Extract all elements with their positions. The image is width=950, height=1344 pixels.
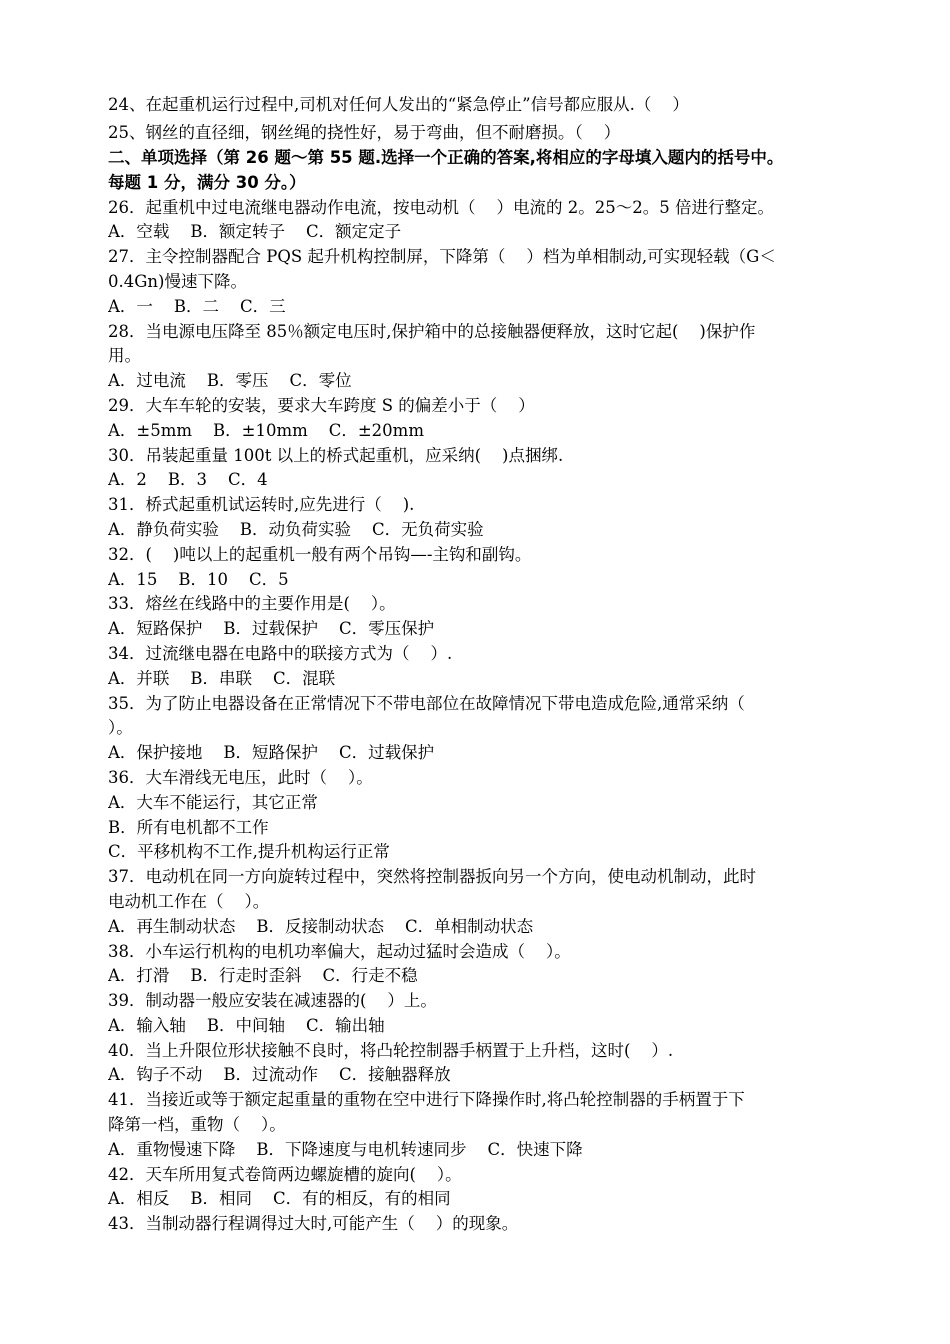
question-line: 38．小车运行机构的电机功率偏大，起动过猛时会造成（ ）。 [108,941,571,961]
question-line: 30．吊装起重量 100t 以上的桥式起重机，应采纳( )点捆绑. [108,445,564,465]
question-line: 32．( )吨以上的起重机一般有两个吊钩—-主钩和副钩。 [108,544,532,564]
question-line: 36．大车滑线无电压，此时（ ）。 [108,767,373,787]
question-line: 37．电动机在同一方向旋转过程中，突然将控制器扳向另一个方向，使电动机制动，此时 [108,867,756,887]
question-line: A．保护接地 B．短路保护 C．过载保护 [108,743,435,763]
question-line: 41．当接近或等于额定起重量的重物在空中进行下降操作时,将凸轮控制器的手柄置于下 [108,1090,745,1110]
question-line: 26．起重机中过电流继电器动作电流，按电动机（ ）电流的 2。25～2。5 倍进行整定。 [108,197,774,217]
question-line: 电动机工作在（ ）。 [108,891,270,911]
question-line: A．钩子不动 B．过流动作 C．接触器释放 [108,1065,451,1085]
question-line: 29．大车车轮的安装，要求大车跨度 S 的偏差小于（ ） [108,395,535,415]
question-line: A．大车不能运行，其它正常 [108,792,318,812]
question-25: 25、钢丝的直径细，钢丝绳的挠性好，易于弯曲，但不耐磨损。（ ） [108,123,621,142]
question-line: 33．熔丝在线路中的主要作用是( ）。 [108,594,396,614]
question-line: A．输入轴 B．中间轴 C．输出轴 [108,1015,385,1035]
question-line: 27．主令控制器配合 PQS 起升机构控制屏，下降第（ ）档为单相制动,可实现轻载（G＜ [108,247,776,267]
question-line: 40．当上升限位形状接触不良时，将凸轮控制器手柄置于上升档，这时( ）. [108,1040,674,1060]
question-line: A．15 B．10 C．5 [108,569,289,589]
question-line: 35．为了防止电器设备在正常情况下不带电部位在故障情况下带电造成危险,通常采纳（ [108,693,745,713]
question-line: A．重物慢速下降 B．下降速度与电机转速同步 C．快速下降 [108,1139,583,1159]
question-line: 28．当电源电压降至 85％额定电压时,保护箱中的总接触器便释放，这时它起( )保护作 [108,321,756,341]
question-line: A．±5mm B．±10mm C．±20mm [108,420,424,440]
question-line: A．短路保护 B．过载保护 C．零压保护 [108,619,435,639]
question-line: A．一 B．二 C．三 [108,296,286,316]
question-line: 31．桥式起重机试运转时,应先进行（ ). [108,495,415,515]
question-line: 42．天车所用复式卷筒两边螺旋槽的旋向( ）。 [108,1164,462,1184]
question-line: 39．制动器一般应安装在减速器的( ）上。 [108,991,437,1011]
question-line: ）。 [108,718,133,738]
question-line: 用。 [108,346,141,366]
question-24: 24、在起重机运行过程中,司机对任何人发出的“紧急停止”信号都应服从.（ ） [108,95,689,114]
question-line: A．2 B．3 C．4 [108,470,268,490]
question-line: C．平移机构不工作,提升机构运行正常 [108,842,390,862]
question-line: 0.4Gn)慢速下降。 [108,271,247,291]
question-line: A．相反 B．相同 C．有的相反，有的相同 [108,1189,451,1209]
question-line: B．所有电机都不工作 [108,817,269,837]
section-title-line-1: 二、单项选择（第 26 题～第 55 题.选择一个正确的答案,将相应的字母填入题内的括号中。 [108,148,784,167]
question-line: 降第一档，重物（ ）。 [108,1115,286,1135]
question-line: A．静负荷实验 B．动负荷实验 C．无负荷实验 [108,519,484,539]
question-list [108,196,868,1237]
question-line: A．再生制动状态 B．反接制动状态 C．单相制动状态 [108,916,534,936]
question-line: A．空载 B．额定转子 C．额定定子 [108,222,402,242]
exam-content [108,92,868,1237]
question-line: A．过电流 B．零压 C．零位 [108,371,352,391]
question-line: 34．过流继电器在电路中的联接方式为（ ）. [108,643,453,663]
question-line: A．并联 B．串联 C．混联 [108,668,336,688]
question-line: A．打滑 B．行走时歪斜 C．行走不稳 [108,966,418,986]
section-title-line-2: 每题 1 分，满分 30 分。） [108,172,306,192]
question-line: 43．当制动器行程调得过大时,可能产生（ ）的现象。 [108,1214,519,1234]
